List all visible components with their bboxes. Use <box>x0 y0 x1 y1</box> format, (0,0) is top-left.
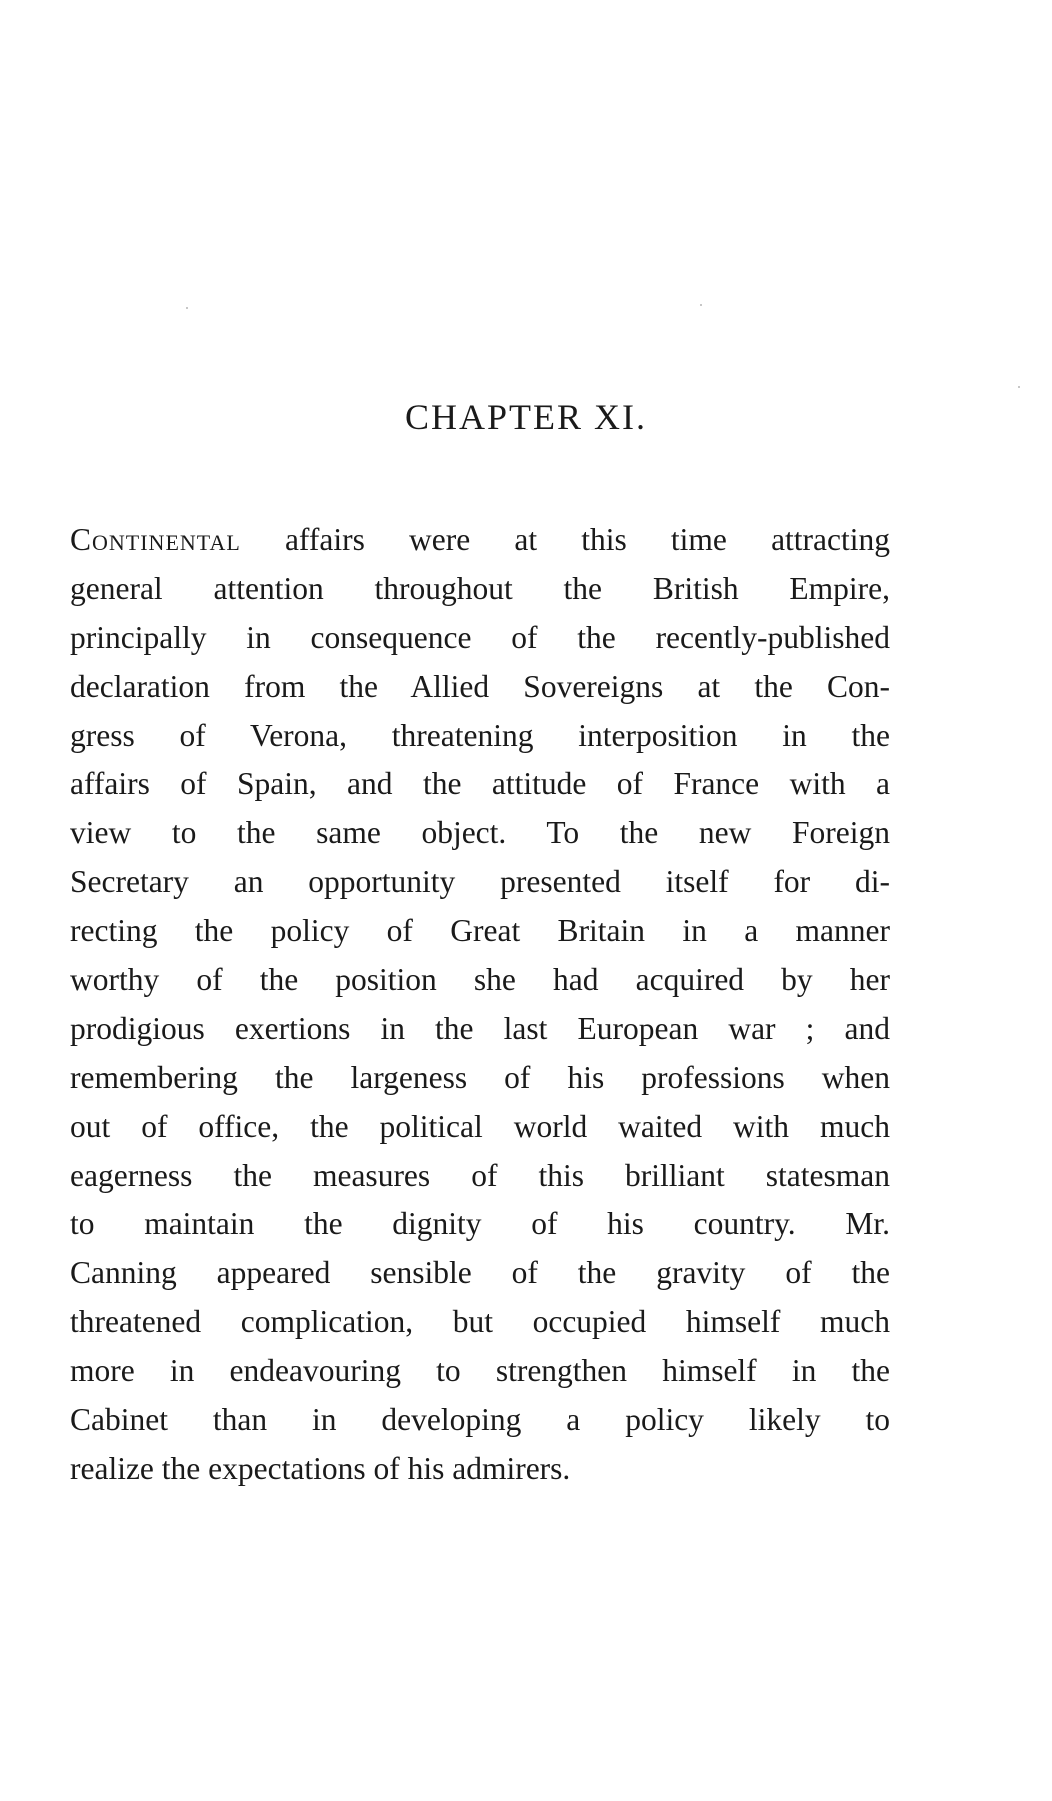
text-line: more in endeavouring to strengthen himself in the <box>70 1353 890 1389</box>
text-line: principally in consequence of the recently-published <box>70 619 890 655</box>
text-line: Secretary an opportunity presented itself for di- <box>70 864 890 900</box>
paper-speck <box>186 307 188 309</box>
text-line-content: affairs were at this time attracting <box>284 522 891 557</box>
text-line: Cabinet than in developing a policy likely to <box>70 1402 890 1438</box>
opening-word: Continental <box>70 522 241 557</box>
text-line: affairs of Spain, and the attitude of France with a <box>70 766 890 802</box>
text-line: eagerness the measures of this brilliant statesman <box>70 1157 890 1193</box>
text-line: view to the same object. To the new Foreign <box>70 815 890 851</box>
text-line: to maintain the dignity of his country. Mr. <box>70 1206 890 1242</box>
text-line: general attention throughout the British Empire, <box>70 570 890 606</box>
text-line: prodigious exertions in the last European war ; and <box>70 1010 890 1046</box>
text-line: threatened complication, but occupied himself much <box>70 1304 890 1340</box>
text-line: gress of Verona, threatening interposition in the <box>70 717 890 753</box>
text-line: Canning appeared sensible of the gravity of the <box>70 1255 890 1291</box>
chapter-heading: CHAPTER XI. <box>404 397 647 437</box>
text-line: declaration from the Allied Sovereigns at the Con- <box>70 668 890 704</box>
chapter-body <box>70 516 890 1494</box>
text-line: worthy of the position she had acquired by her <box>70 962 890 998</box>
text-line: out of office, the political world waited with much <box>70 1108 890 1144</box>
text-line <box>70 516 890 565</box>
paper-speck <box>700 304 702 306</box>
text-line: recting the policy of Great Britain in a manner <box>70 913 890 949</box>
text-line: remembering the largeness of his professions when <box>70 1059 890 1095</box>
paper-speck <box>1018 386 1020 388</box>
text-line: realize the expectations of his admirers. <box>70 1450 571 1486</box>
